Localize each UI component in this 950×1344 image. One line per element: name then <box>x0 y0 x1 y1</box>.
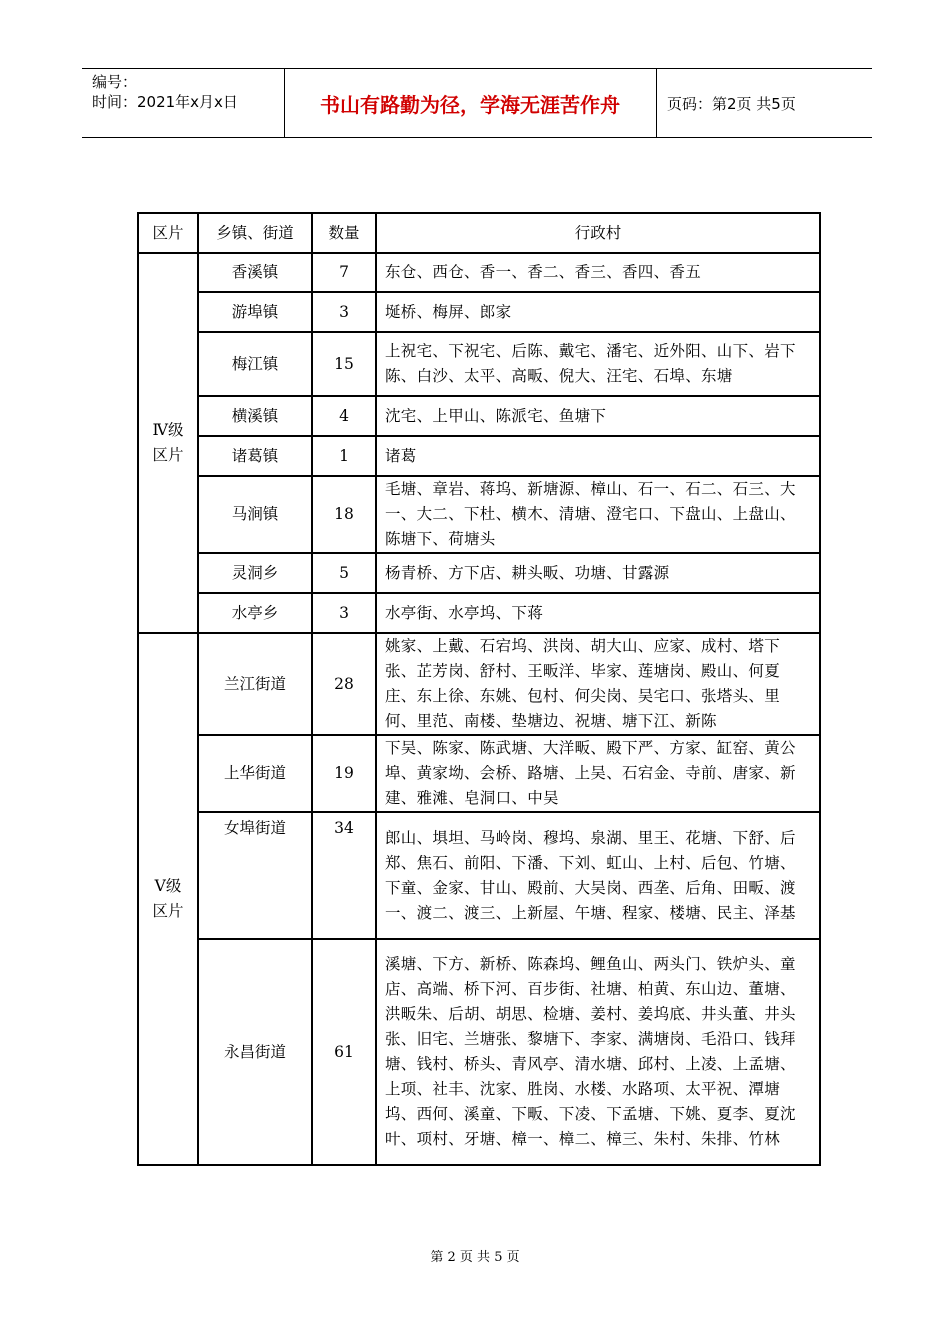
villages-cell: 郎山、埧坦、马岭岗、穆坞、泉湖、里王、花塘、下舒、后郑、焦石、前阳、下潘、下刘、虹山、上村、后包、竹塘、下童、金家、甘山、殿前、大吴岗、西垄、后角、田畈、渡一、渡二、渡三、上新屋、午塘、程家、楼塘、民主、泽基 <box>376 812 820 939</box>
table-row <box>138 735 820 812</box>
town-cell: 永昌街道 <box>198 939 312 1165</box>
count-cell: 15 <box>312 332 376 396</box>
count-cell: 28 <box>312 633 376 735</box>
town-cell: 上华街道 <box>198 735 312 812</box>
villages-cell: 上祝宅、下祝宅、后陈、戴宅、潘宅、近外阳、山下、岩下陈、白沙、太平、高畈、倪大、汪宅、石埠、东塘 <box>376 332 820 396</box>
count-cell: 19 <box>312 735 376 812</box>
count-cell: 5 <box>312 553 376 593</box>
village-table <box>137 212 821 1166</box>
header-meta <box>82 69 285 137</box>
table-row <box>138 812 820 939</box>
town-cell: 梅江镇 <box>198 332 312 396</box>
villages-cell: 水亭街、水亭坞、下蒋 <box>376 593 820 633</box>
table-row <box>138 939 820 1165</box>
count-cell: 4 <box>312 396 376 436</box>
page-header <box>82 68 872 138</box>
table-row <box>138 292 820 332</box>
villages-cell: 姚家、上戴、石宕坞、洪岗、胡大山、应家、成村、塔下张、芷芳岗、舒村、王畈洋、毕家、莲塘岗、殿山、何夏庄、东上徐、东姚、包村、何尖岗、吴宅口、张塔头、里何、里范、南楼、垫塘边、祝塘、塘下江、新陈 <box>376 633 820 735</box>
town-cell: 横溪镇 <box>198 396 312 436</box>
town-cell: 灵洞乡 <box>198 553 312 593</box>
table-row <box>138 553 820 593</box>
villages-cell: 杨青桥、方下店、耕头畈、功塘、甘露源 <box>376 553 820 593</box>
table-row <box>138 253 820 292</box>
town-cell: 女埠街道 <box>198 812 312 939</box>
villages-cell: 毛塘、章岩、蒋坞、新塘源、樟山、石一、石二、石三、大一、大二、下杜、横木、清塘、澄宅口、下盘山、上盘山、陈塘下、荷塘头 <box>376 476 820 553</box>
table-row <box>138 396 820 436</box>
town-cell: 游埠镇 <box>198 292 312 332</box>
col-header-villages: 行政村 <box>376 213 820 253</box>
col-header-town: 乡镇、街道 <box>198 213 312 253</box>
zone-v-cell: Ⅴ级 区片 <box>138 633 198 1165</box>
count-cell: 1 <box>312 436 376 476</box>
col-header-zone: 区片 <box>138 213 198 253</box>
table-row <box>138 476 820 553</box>
table-row <box>138 436 820 476</box>
page-label: 页码：第2页 共5页 <box>667 95 796 113</box>
table-header-row <box>138 213 820 253</box>
town-cell: 兰江街道 <box>198 633 312 735</box>
villages-cell: 溪塘、下方、新桥、陈森坞、鲤鱼山、两头门、铁炉头、童店、高端、桥下河、百步街、社塘、柏黄、东山边、董塘、洪畈朱、后胡、胡思、检塘、姜村、姜坞底、井头董、井头张、旧宅、兰塘张、黎塘下、李家、满塘岗、毛沿口、钱拜塘、钱村、桥头、青风亭、清水塘、邱村、上凌、上孟塘、上项、社丰、沈家、胜岗、水楼、水路项、太平祝、潭塘坞、西何、溪童、下畈、下凌、下孟塘、下姚、夏李、夏沈叶、项村、牙塘、樟一、樟二、樟三、朱村、朱排、竹林 <box>376 939 820 1165</box>
motto: 书山有路勤为径，学海无涯苦作舟 <box>284 69 657 137</box>
table-row <box>138 593 820 633</box>
count-cell: 7 <box>312 253 376 292</box>
villages-cell: 下吴、陈家、陈武塘、大洋畈、殿下严、方家、缸窑、黄公埠、黄家坳、会桥、路塘、上吴、石宕金、寺前、唐家、新建、雅滩、皂洞口、中吴 <box>376 735 820 812</box>
count-cell: 61 <box>312 939 376 1165</box>
villages-cell: 埏桥、梅屏、郎家 <box>376 292 820 332</box>
count-cell: 3 <box>312 593 376 633</box>
town-cell: 水亭乡 <box>198 593 312 633</box>
time-label: 时间：2021年x月x日 <box>92 93 238 111</box>
table-row <box>138 633 820 735</box>
zone-iv-cell: Ⅳ级 区片 <box>138 253 198 633</box>
town-cell: 香溪镇 <box>198 253 312 292</box>
table-row <box>138 332 820 396</box>
villages-cell: 诸葛 <box>376 436 820 476</box>
villages-cell: 东仓、西仓、香一、香二、香三、香四、香五 <box>376 253 820 292</box>
villages-cell: 沈宅、上甲山、陈派宅、鱼塘下 <box>376 396 820 436</box>
count-cell: 34 <box>312 812 376 939</box>
town-cell: 马涧镇 <box>198 476 312 553</box>
count-cell: 18 <box>312 476 376 553</box>
col-header-count: 数量 <box>312 213 376 253</box>
count-cell: 3 <box>312 292 376 332</box>
number-label: 编号： <box>92 73 138 91</box>
page-footer: 第 2 页 共 5 页 <box>430 1250 520 1265</box>
town-cell: 诸葛镇 <box>198 436 312 476</box>
